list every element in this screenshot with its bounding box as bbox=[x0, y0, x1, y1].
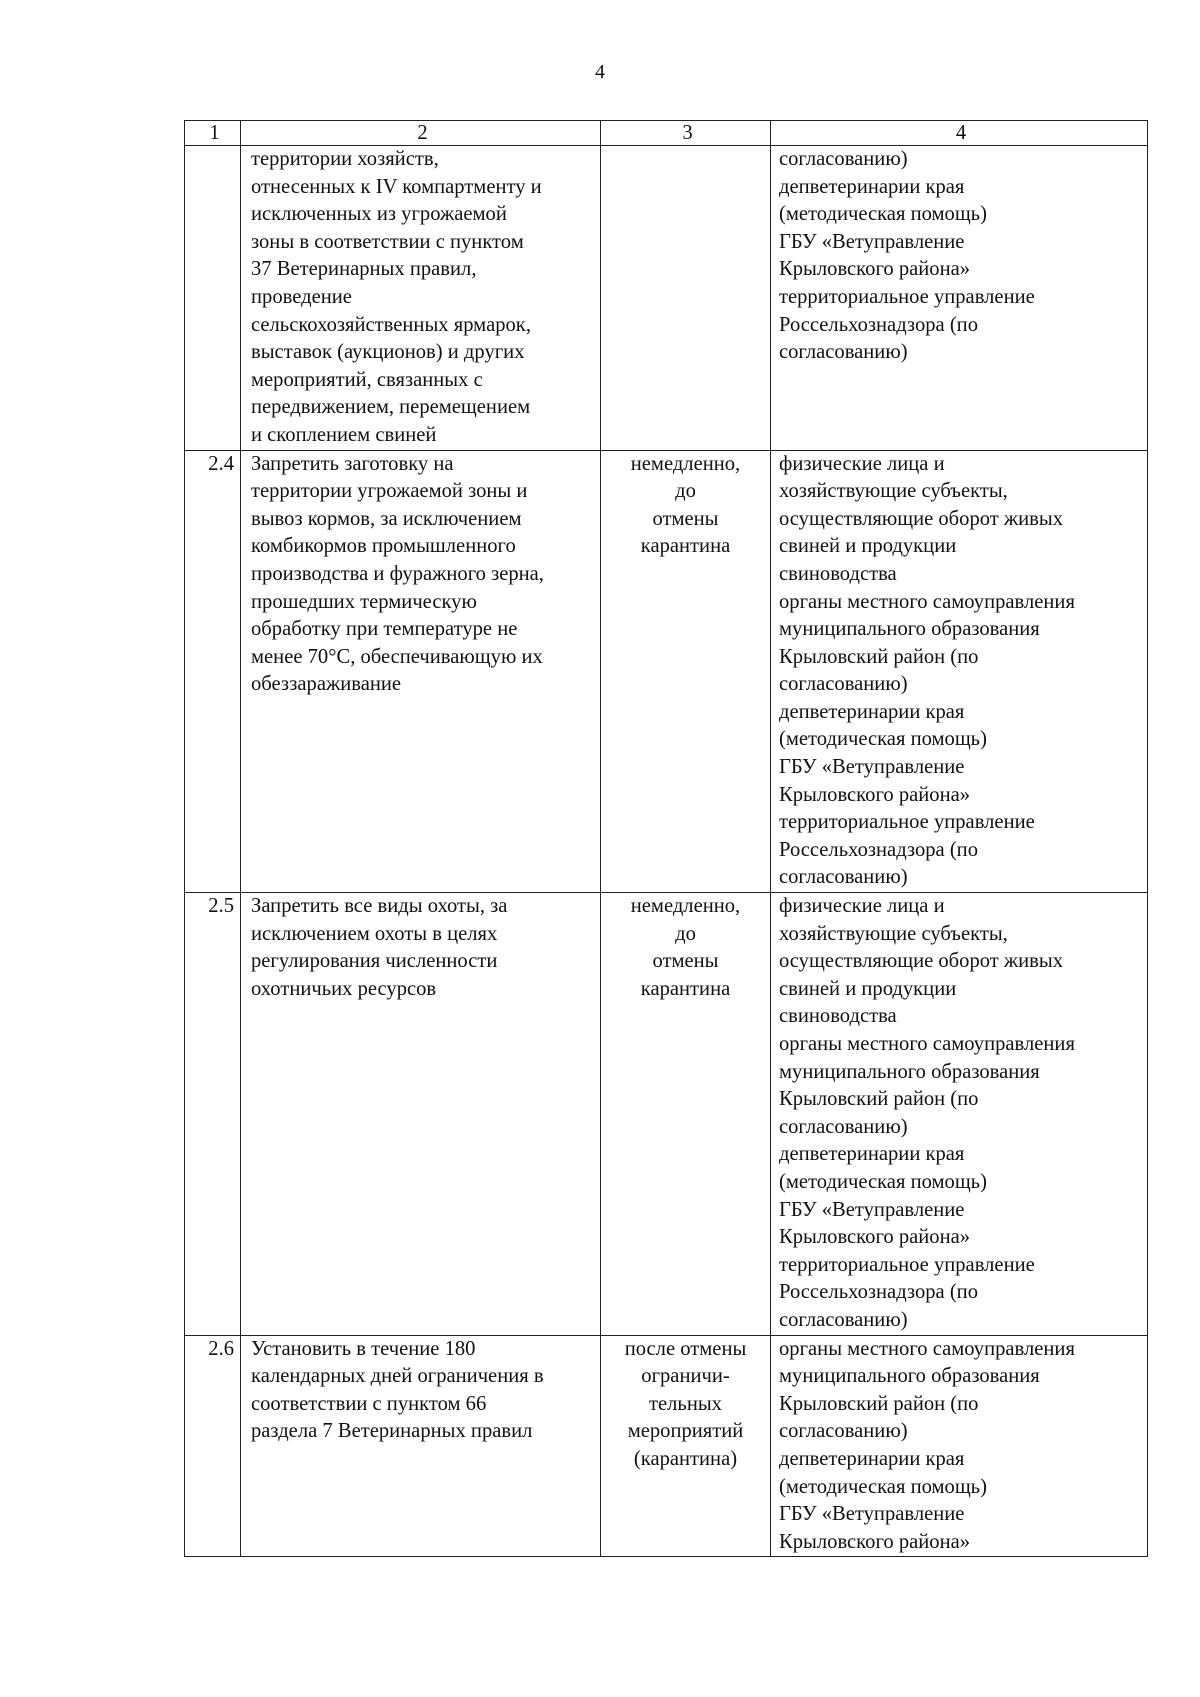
measure-cell bbox=[241, 146, 601, 451]
responsible-line: органы местного самоуправления bbox=[779, 590, 1075, 613]
measure-text-line: территории угрожаемой зоны и bbox=[251, 480, 528, 503]
term-line: до bbox=[675, 922, 696, 945]
header-col-2: 2 bbox=[241, 121, 601, 146]
responsible-line: Крыловского района» bbox=[779, 258, 971, 281]
term-line: тельных bbox=[649, 1392, 722, 1415]
responsible-line: свиноводства bbox=[779, 562, 897, 585]
measure-text-line: передвижением, перемещением bbox=[251, 396, 531, 419]
term-line: ограничи- bbox=[641, 1365, 730, 1388]
measure-text-line: регулирования численности bbox=[251, 950, 498, 973]
responsible-line: Крыловского района» bbox=[779, 1530, 971, 1553]
measure-text-line: комбикормов промышленного bbox=[251, 535, 516, 558]
responsible-line: территориальное управление bbox=[779, 1253, 1035, 1276]
measure-text-line: 37 Ветеринарных правил, bbox=[251, 258, 477, 281]
row-number bbox=[185, 146, 241, 451]
responsible-line: (методическая помощь) bbox=[779, 1170, 987, 1193]
measure-text-line: проведение bbox=[251, 285, 352, 308]
responsible-line: Крыловский район (по bbox=[779, 1088, 979, 1111]
term-line: карантина bbox=[640, 977, 731, 1000]
responsible-line: Крыловского района» bbox=[779, 783, 971, 806]
responsible-line: Россельхознадзора (по bbox=[779, 1281, 978, 1304]
measure-text-line: зоны в соответствии с пунктом bbox=[251, 230, 524, 253]
row-number: 2.5 bbox=[185, 893, 241, 1336]
responsible-line: физические лица и bbox=[779, 452, 945, 475]
measure-text-line: вывоз кормов, за исключением bbox=[251, 507, 522, 530]
responsible-line: ГБУ «Ветуправление bbox=[779, 1198, 965, 1221]
measure-text-line: сельскохозяйственных ярмарок, bbox=[251, 313, 531, 336]
term-line: немедленно, bbox=[630, 895, 741, 918]
measure-text-line: территории хозяйств, bbox=[251, 148, 439, 170]
header-col-3: 3 bbox=[601, 121, 771, 146]
measure-text-line: исключенных из угрожаемой bbox=[251, 203, 507, 226]
measure-text-line: Запретить все виды охоты, за bbox=[251, 895, 508, 918]
measure-text-line: обработку при температуре не bbox=[251, 618, 518, 641]
responsible-line: свиней и продукции bbox=[779, 977, 957, 1000]
measure-text-line: охотничьих ресурсов bbox=[251, 977, 437, 1000]
table-row bbox=[185, 450, 1148, 893]
row-number: 2.4 bbox=[185, 450, 241, 893]
responsible-line: согласованию) bbox=[779, 673, 908, 696]
term-line: карантина bbox=[640, 535, 731, 558]
responsible-line: согласованию) bbox=[779, 1115, 908, 1138]
responsible-line: муниципального образования bbox=[779, 1060, 1040, 1083]
measure-text-line: соответствии с пунктом 66 bbox=[251, 1392, 487, 1415]
table-row bbox=[185, 1335, 1148, 1557]
measure-text-line: календарных дней ограничения в bbox=[251, 1365, 544, 1388]
measure-text-line: прошедших термическую bbox=[251, 590, 477, 613]
header-col-1: 1 bbox=[185, 121, 241, 146]
measure-text-line: раздела 7 Ветеринарных правил bbox=[251, 1420, 533, 1443]
term-line: до bbox=[675, 480, 696, 503]
responsible-line: территориальное управление bbox=[779, 811, 1035, 834]
measure-text-line: исключением охоты в целях bbox=[251, 922, 498, 945]
responsible-line: органы местного самоуправления bbox=[779, 1033, 1075, 1055]
responsible-line: хозяйствующие субъекты, bbox=[779, 480, 1008, 503]
term-line: немедленно, bbox=[630, 452, 741, 475]
responsible-line: органы местного самоуправления bbox=[779, 1337, 1075, 1360]
responsible-line: ГБУ «Ветуправление bbox=[779, 756, 965, 779]
responsible-line: муниципального образования bbox=[779, 618, 1040, 641]
measure-text-line: выставок (аукционов) и других bbox=[251, 341, 525, 364]
term-cell bbox=[601, 1335, 771, 1557]
responsible-line: согласованию) bbox=[779, 866, 908, 889]
measure-cell bbox=[241, 450, 601, 893]
responsible-cell bbox=[771, 1335, 1148, 1557]
responsible-line: хозяйствующие субъекты, bbox=[779, 922, 1008, 945]
measure-text-line: и скоплением свиней bbox=[251, 423, 437, 446]
measure-text-line: Запретить заготовку на bbox=[251, 452, 454, 475]
responsible-line: (методическая помощь) bbox=[779, 1475, 987, 1498]
measure-text-line: мероприятий, связанных с bbox=[251, 368, 483, 391]
term-cell bbox=[601, 146, 771, 451]
term-line: (карантина) bbox=[633, 1447, 738, 1470]
page-number: 4 bbox=[595, 61, 605, 83]
responsible-line: Россельхознадзора (по bbox=[779, 838, 978, 861]
measure-text-line: обеззараживание bbox=[251, 673, 402, 696]
table-header-row bbox=[185, 121, 1148, 146]
term-line: мероприятий bbox=[627, 1420, 744, 1443]
measures-table bbox=[184, 120, 1148, 1557]
responsible-line: свиноводства bbox=[779, 1005, 897, 1028]
responsible-line: согласованию) bbox=[779, 1308, 908, 1331]
responsible-line: депветеринарии края bbox=[779, 1143, 965, 1166]
responsible-line: депветеринарии края bbox=[779, 700, 965, 723]
responsible-line: согласованию) bbox=[779, 341, 908, 364]
table-row bbox=[185, 893, 1148, 1336]
responsible-line: Крыловского района» bbox=[779, 1226, 971, 1249]
measure-text-line: Установить в течение 180 bbox=[251, 1337, 476, 1360]
responsible-line: осуществляющие оборот живых bbox=[779, 507, 1064, 530]
responsible-line: свиней и продукции bbox=[779, 535, 957, 558]
responsible-line: депветеринарии края bbox=[779, 175, 965, 198]
term-line: отмены bbox=[652, 950, 719, 973]
responsible-line: согласованию) bbox=[779, 1420, 908, 1443]
responsible-line: Крыловский район (по bbox=[779, 645, 979, 668]
responsible-line: Россельхознадзора (по bbox=[779, 313, 978, 336]
responsible-line: ГБУ «Ветуправление bbox=[779, 230, 965, 253]
term-line: после отмены bbox=[624, 1337, 747, 1360]
measure-cell bbox=[241, 893, 601, 1336]
measure-cell bbox=[241, 1335, 601, 1557]
responsible-line: территориальное управление bbox=[779, 285, 1035, 308]
responsible-cell bbox=[771, 893, 1148, 1336]
responsible-line: муниципального образования bbox=[779, 1365, 1040, 1388]
responsible-line: согласованию) bbox=[779, 148, 908, 170]
row-number: 2.6 bbox=[185, 1335, 241, 1557]
responsible-line: физические лица и bbox=[779, 895, 945, 918]
responsible-line: ГБУ «Ветуправление bbox=[779, 1503, 965, 1526]
term-cell bbox=[601, 450, 771, 893]
header-col-4: 4 bbox=[771, 121, 1148, 146]
table-row bbox=[185, 146, 1148, 451]
measure-text-line: отнесенных к IV компартменту и bbox=[251, 175, 542, 198]
responsible-line: депветеринарии края bbox=[779, 1447, 965, 1470]
term-line: отмены bbox=[652, 507, 719, 530]
responsible-line: осуществляющие оборот живых bbox=[779, 950, 1064, 973]
responsible-line: (методическая помощь) bbox=[779, 203, 987, 226]
measure-text-line: производства и фуражного зерна, bbox=[251, 562, 544, 585]
responsible-cell bbox=[771, 146, 1148, 451]
responsible-line: (методическая помощь) bbox=[779, 728, 987, 751]
measure-text-line: менее 70°С, обеспечивающую их bbox=[251, 645, 543, 668]
responsible-cell bbox=[771, 450, 1148, 893]
term-cell bbox=[601, 893, 771, 1336]
responsible-line: Крыловский район (по bbox=[779, 1392, 979, 1415]
